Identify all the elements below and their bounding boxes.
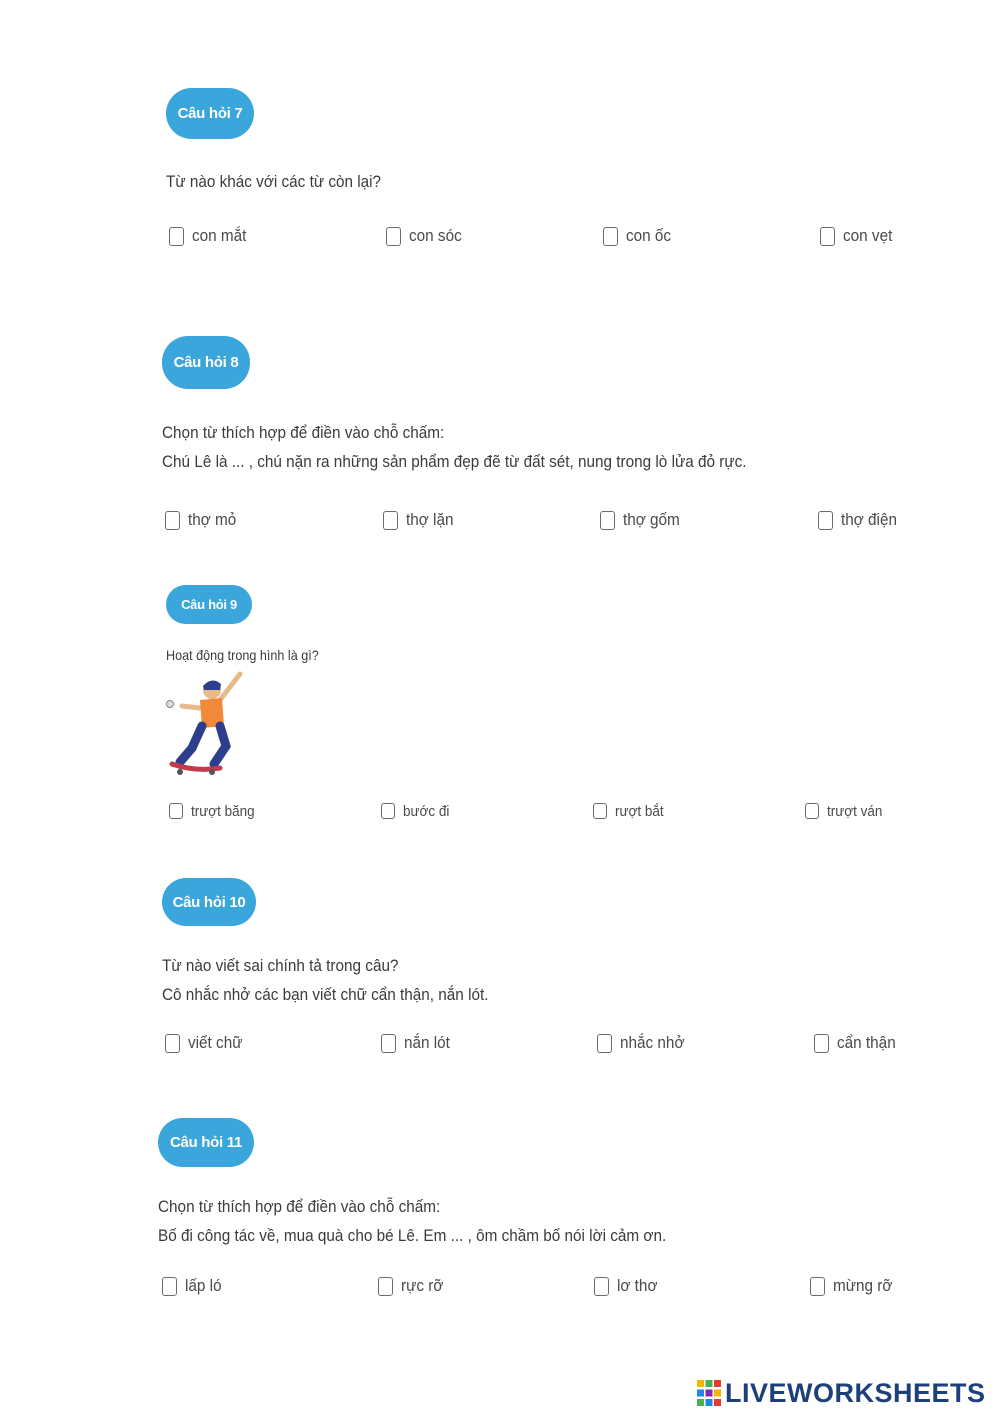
option[interactable] (820, 221, 898, 251)
option[interactable] (603, 221, 676, 251)
option[interactable] (810, 1271, 899, 1301)
answer-options (0, 796, 1000, 826)
checkbox[interactable] (381, 1034, 396, 1053)
question-prompt (166, 167, 381, 196)
checkbox[interactable] (381, 803, 395, 819)
question-badge: Câu hỏi 9 (166, 585, 252, 624)
option-label: mừng rỡ (833, 1276, 893, 1295)
logo-blocks-icon (697, 1380, 721, 1406)
question-prompt (166, 641, 319, 670)
checkbox[interactable] (593, 803, 607, 819)
checkbox[interactable] (383, 511, 398, 530)
liveworksheets-logo (697, 1376, 986, 1410)
option-label: rượt bắt (615, 802, 664, 820)
answer-options (0, 1028, 1000, 1058)
checkbox[interactable] (818, 511, 833, 530)
prompt-line: Chọn từ thích hợp để điền vào chỗ chấm: (158, 1197, 441, 1216)
option[interactable] (169, 796, 262, 826)
prompt-line: Chú Lê là ... , chú nặn ra những sản phẩm đẹp đẽ từ đất sét, nung trong lò lửa đỏ rực. (162, 452, 747, 471)
question-prompt (158, 1192, 666, 1250)
checkbox[interactable] (810, 1277, 825, 1296)
option-label: con mắt (192, 226, 247, 245)
prompt-line: Hoạt động trong hình là gì? (166, 647, 319, 663)
option[interactable] (600, 505, 686, 535)
question-badge: Câu hỏi 10 (162, 878, 256, 926)
checkbox[interactable] (165, 1034, 180, 1053)
prompt-line: Bố đi công tác về, mua quà cho bé Lê. Em ... , ôm chầm bố nói lời cảm ơn. (158, 1226, 667, 1245)
option-label: rực rỡ (401, 1276, 444, 1295)
option[interactable] (383, 505, 459, 535)
option-label: trượt ván (827, 802, 883, 820)
option-label: thợ mỏ (188, 510, 237, 529)
option[interactable] (593, 796, 669, 826)
option-label: con ốc (626, 226, 672, 245)
question-badge: Câu hỏi 8 (162, 336, 250, 389)
option-label: viết chữ (188, 1033, 243, 1052)
option[interactable] (378, 1271, 448, 1301)
checkbox[interactable] (600, 511, 615, 530)
option[interactable] (381, 1028, 455, 1058)
checkbox[interactable] (162, 1277, 177, 1296)
option[interactable] (386, 221, 468, 251)
logo-text: LIVEWORKSHEETS (725, 1377, 986, 1408)
answer-options (0, 505, 1000, 535)
option-label: con vẹt (843, 226, 893, 245)
option[interactable] (169, 221, 252, 251)
question-prompt (162, 418, 746, 476)
prompt-line: Chọn từ thích hợp để điền vào chỗ chấm: (162, 423, 445, 442)
option-label: trượt băng (191, 802, 255, 820)
option[interactable] (805, 796, 889, 826)
checkbox[interactable] (603, 227, 618, 246)
option[interactable] (165, 1028, 249, 1058)
option-label: lấp ló (185, 1276, 222, 1295)
option[interactable] (814, 1028, 902, 1058)
option[interactable] (594, 1271, 662, 1301)
checkbox[interactable] (820, 227, 835, 246)
option-label: cẩn thận (837, 1033, 896, 1052)
option[interactable] (162, 1271, 226, 1301)
checkbox[interactable] (386, 227, 401, 246)
checkbox[interactable] (378, 1277, 393, 1296)
option-label: nhắc nhở (620, 1033, 685, 1052)
option[interactable] (381, 796, 455, 826)
question-badge: Câu hỏi 11 (158, 1118, 254, 1167)
option-label: bước đi (403, 802, 450, 820)
option-label: nắn lót (404, 1033, 450, 1052)
option[interactable] (165, 505, 242, 535)
option-label: lơ thơ (617, 1276, 658, 1295)
question-badge: Câu hỏi 7 (166, 88, 254, 139)
option-label: thợ điện (841, 510, 897, 529)
option[interactable] (818, 505, 903, 535)
option-label: con sóc (409, 226, 462, 245)
checkbox[interactable] (169, 227, 184, 246)
skateboarder-image (160, 668, 260, 778)
question-prompt (162, 951, 488, 1009)
prompt-line: Từ nào khác với các từ còn lại? (166, 172, 382, 191)
checkbox[interactable] (597, 1034, 612, 1053)
checkbox[interactable] (594, 1277, 609, 1296)
option-label: thợ gốm (623, 510, 680, 529)
checkbox[interactable] (814, 1034, 829, 1053)
checkbox[interactable] (169, 803, 183, 819)
prompt-line: Từ nào viết sai chính tả trong câu? (162, 956, 399, 975)
prompt-line: Cô nhắc nhở các bạn viết chữ cẩn thận, nắn lót. (162, 985, 489, 1004)
answer-options (0, 221, 1000, 251)
option-label: thợ lặn (406, 510, 454, 529)
answer-options (0, 1271, 1000, 1301)
checkbox[interactable] (805, 803, 819, 819)
checkbox[interactable] (165, 511, 180, 530)
option[interactable] (597, 1028, 692, 1058)
